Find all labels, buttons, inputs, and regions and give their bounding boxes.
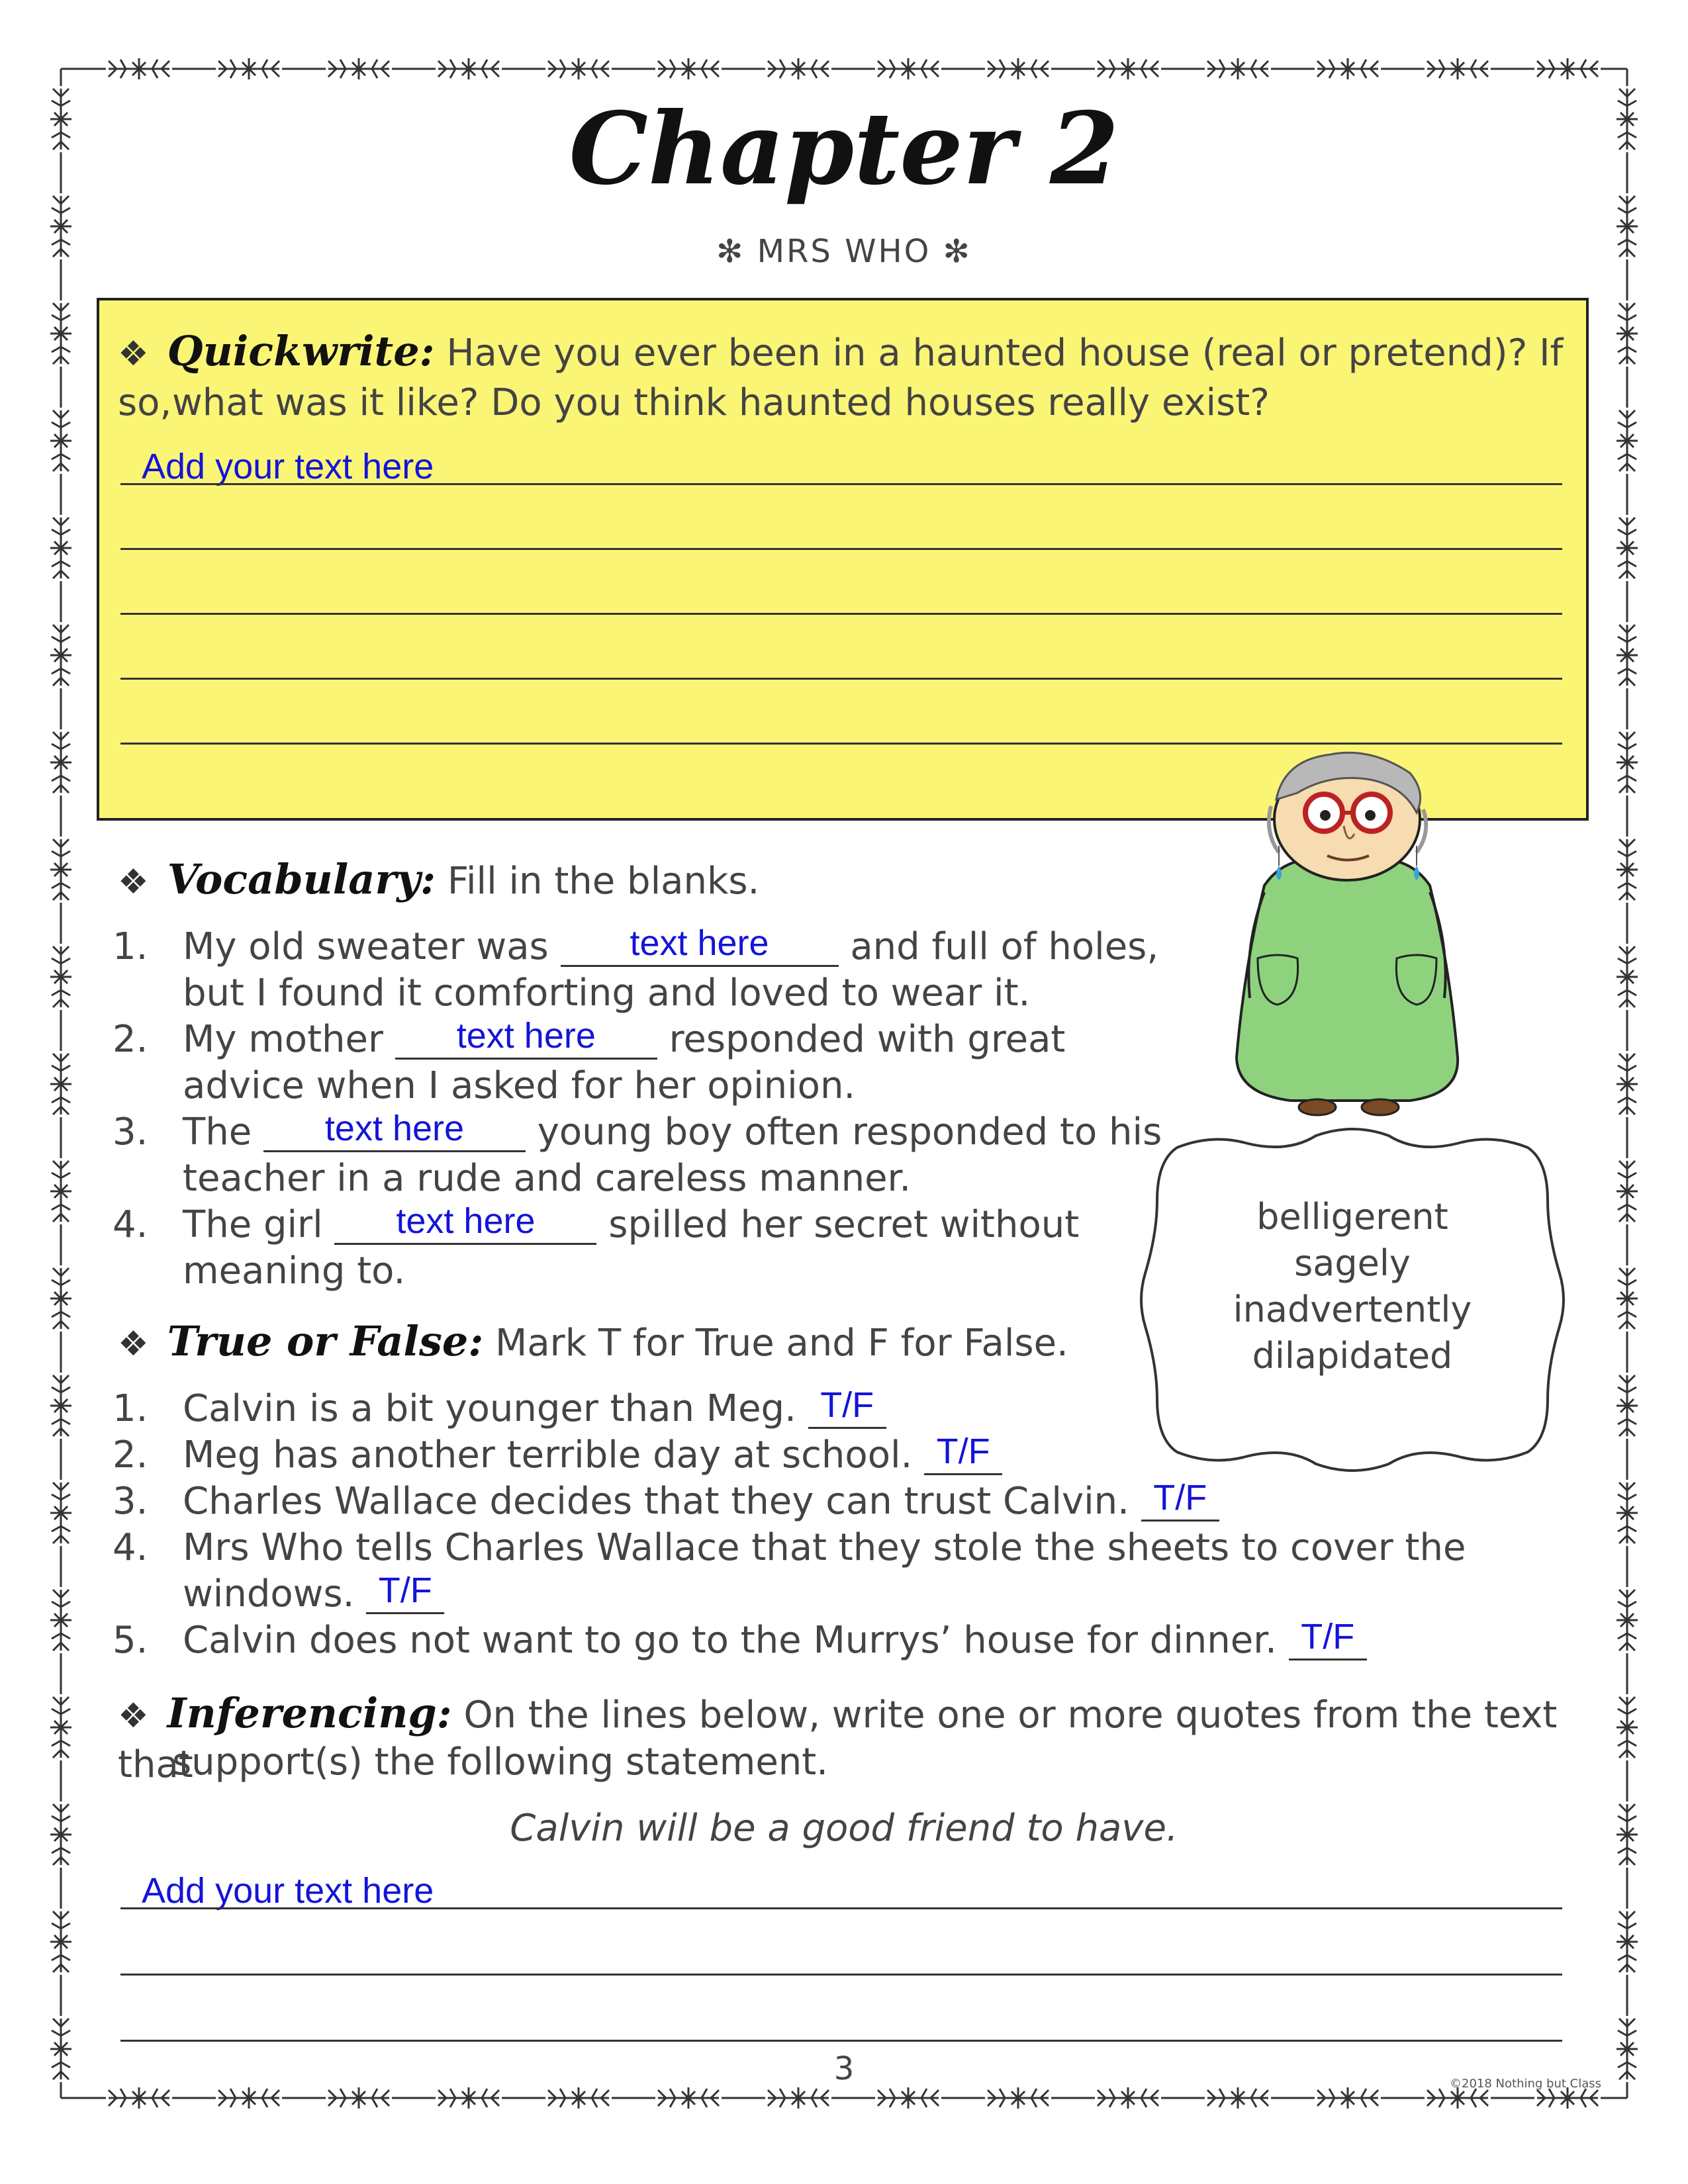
- item-number: 3.: [113, 1111, 148, 1154]
- vocabulary-item: [113, 924, 1172, 1017]
- true-false-label: True or False:: [167, 1317, 484, 1365]
- vocabulary-blank-1[interactable]: text here: [561, 927, 839, 967]
- vocabulary-item: [113, 1017, 1172, 1109]
- vocabulary-blank-3[interactable]: text here: [263, 1112, 526, 1152]
- diamond-bullet-icon: ❖: [118, 1696, 149, 1736]
- inferencing-label: Inferencing:: [167, 1689, 452, 1737]
- word-bank-list: [1137, 1194, 1568, 1379]
- inferencing-answer-field[interactable]: Add your text here: [142, 1871, 434, 1911]
- true-false-instruction: Mark T for True and F for False.: [495, 1322, 1068, 1365]
- quickwrite-prompt-line1: Have you ever been in a haunted house (real or pretend)? If so,: [118, 332, 1564, 424]
- quickwrite-line-3: [120, 613, 1562, 615]
- item-text: advice when I asked for her opinion.: [183, 1064, 856, 1107]
- inferencing-line-3: [120, 2040, 1562, 2042]
- vocabulary-blank-4[interactable]: text here: [334, 1205, 596, 1245]
- vocabulary-instruction: Fill in the blanks.: [447, 860, 760, 903]
- inferencing-statement: Calvin will be a good friend to have.: [510, 1807, 1178, 1850]
- item-number: 2.: [113, 1018, 148, 1061]
- quickwrite-line-4: [120, 678, 1562, 680]
- quickwrite-line-5: [120, 743, 1562, 745]
- vocabulary-item: [113, 1202, 1172, 1295]
- item-text: My old sweater was: [183, 925, 549, 968]
- item-number: 1.: [113, 925, 148, 968]
- item-text: My mother: [183, 1018, 383, 1061]
- inferencing-line-1: [120, 1907, 1562, 1909]
- page-title: Chapter 2: [569, 91, 1119, 207]
- item-text: spilled her secret without: [608, 1203, 1080, 1246]
- true-false-item: 5. Calvin does not want to go to the Murrys’ house for dinner. T/F: [113, 1617, 1569, 1664]
- item-text: and full of holes,: [850, 925, 1159, 968]
- true-false-item: 1. Calvin is a bit younger than Meg. T/F: [113, 1386, 1569, 1432]
- word-bank-word: sagely: [1294, 1242, 1411, 1284]
- inferencing-instruction-line2: support(s) the following statement.: [172, 1741, 829, 1784]
- quickwrite-answer-field[interactable]: Add your text here: [142, 447, 434, 486]
- vocabulary-label: Vocabulary:: [167, 855, 436, 903]
- tf-answer-3[interactable]: T/F: [1141, 1481, 1219, 1522]
- vocabulary-heading: [118, 855, 1309, 907]
- diamond-bullet-icon: ❖: [118, 1324, 149, 1364]
- item-number: 4.: [113, 1203, 148, 1246]
- inferencing-line-2: [120, 1974, 1562, 1976]
- word-bank-word: belligerent: [1256, 1196, 1448, 1238]
- item-text: The girl: [183, 1203, 323, 1246]
- word-bank-word: inadvertently: [1233, 1289, 1472, 1330]
- inferencing-instruction-line1: On the lines below, write one or more quotes from the text that: [118, 1694, 1558, 1786]
- tf-answer-4[interactable]: T/F: [366, 1574, 444, 1614]
- item-text: meaning to.: [183, 1250, 406, 1293]
- diamond-bullet-icon: ❖: [118, 862, 149, 902]
- quickwrite-prompt-line2: what was it like? Do you think haunted houses really exist?: [172, 381, 1270, 424]
- quickwrite-line-2: [120, 548, 1562, 550]
- vocabulary-item: [113, 1109, 1172, 1202]
- quickwrite-label: Quickwrite:: [167, 327, 435, 375]
- tf-answer-2[interactable]: T/F: [924, 1435, 1002, 1475]
- true-false-heading: [118, 1317, 1177, 1369]
- quickwrite-line-1: [120, 483, 1562, 485]
- word-bank-word: dilapidated: [1252, 1335, 1453, 1377]
- diamond-bullet-icon: ❖: [118, 334, 149, 374]
- item-text: but I found it comforting and loved to wear it.: [183, 972, 1031, 1015]
- chapter-subtitle: ✻ MRS WHO ✻: [716, 233, 972, 270]
- item-text: responded with great: [669, 1018, 1066, 1061]
- copyright-notice: ©2018 Nothing but Class: [1450, 2077, 1601, 2091]
- true-false-item: 4. Mrs Who tells Charles Wallace that they stole the sheets to cover the windows. T/F: [113, 1526, 1466, 1615]
- tf-answer-1[interactable]: T/F: [808, 1388, 886, 1429]
- item-text: The: [183, 1111, 252, 1154]
- page-number: 3: [833, 2050, 855, 2087]
- tf-answer-5[interactable]: T/F: [1289, 1620, 1367, 1661]
- item-text: teacher in a rude and careless manner.: [183, 1157, 912, 1200]
- vocabulary-blank-2[interactable]: text here: [395, 1019, 657, 1060]
- mrs-who-illustration: [1218, 747, 1476, 1117]
- true-false-item: 3. Charles Wallace decides that they can trust Calvin. T/F: [113, 1479, 1569, 1525]
- true-false-item: 2. Meg has another terrible day at school. T/F: [113, 1432, 1569, 1479]
- item-text: young boy often responded to his: [537, 1111, 1162, 1154]
